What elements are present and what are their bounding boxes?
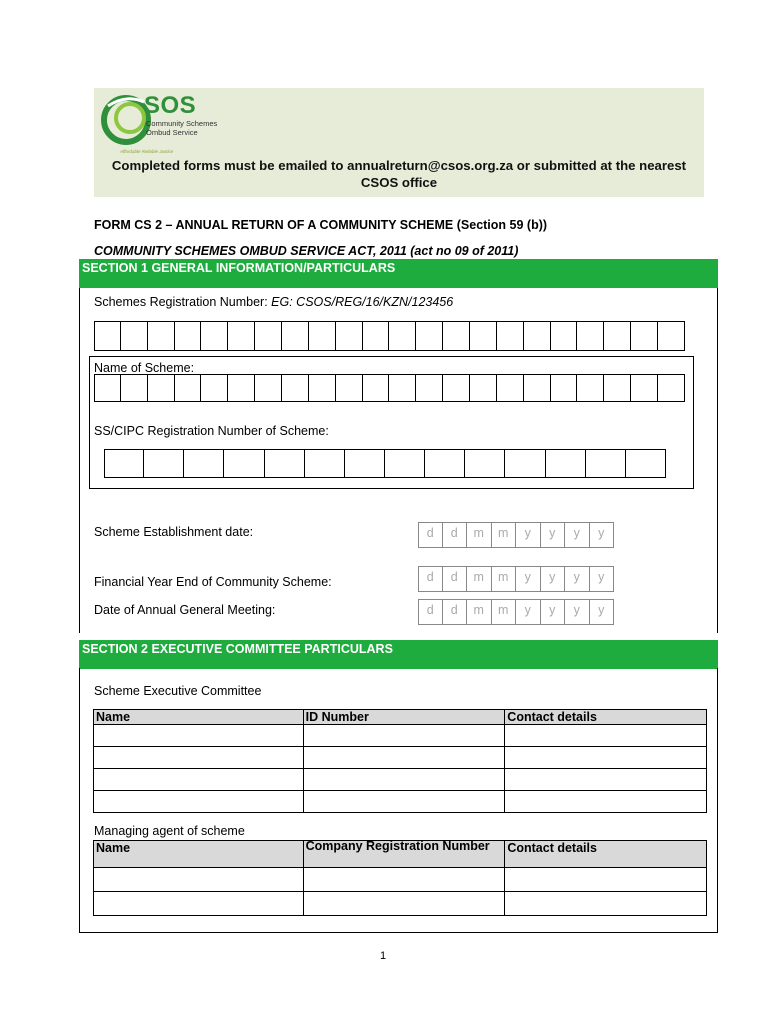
table-cell[interactable] (303, 868, 505, 892)
committee-header-row (94, 710, 707, 725)
table-cell[interactable] (94, 892, 304, 916)
committee-label: Scheme Executive Committee (94, 684, 262, 698)
registration-number-label: Schemes Registration Number: EG: CSOS/REG/16/KZN/123456 (94, 295, 454, 309)
committee-header-contact: Contact details (505, 710, 707, 725)
char-box[interactable] (148, 374, 175, 402)
table-cell[interactable] (94, 868, 304, 892)
char-box[interactable] (626, 449, 666, 478)
char-box[interactable] (363, 374, 390, 402)
char-box[interactable] (305, 449, 345, 478)
date-char-box[interactable]: y (516, 522, 541, 548)
char-box[interactable] (201, 321, 228, 351)
char-box[interactable] (385, 449, 425, 478)
financial-year-end-label: Financial Year End of Community Scheme: (94, 575, 332, 589)
char-box[interactable] (224, 449, 264, 478)
date-char-box[interactable]: y (516, 566, 541, 592)
char-box[interactable] (577, 374, 604, 402)
char-box[interactable] (121, 321, 148, 351)
act-title: COMMUNITY SCHEMES OMBUD SERVICE ACT, 2011 (act no 09 of 2011) (94, 244, 519, 258)
cipc-number-label: SS/CIPC Registration Number of Scheme: (94, 424, 329, 438)
table-row (94, 725, 707, 747)
table-cell[interactable] (303, 769, 505, 791)
char-box[interactable] (425, 449, 465, 478)
submission-notice: Completed forms must be emailed to annualreturn@csos.org.za or submitted at the nearest CSOS office (111, 158, 687, 190)
char-box[interactable] (465, 449, 505, 478)
char-box[interactable] (345, 449, 385, 478)
date-char-box[interactable]: y (590, 522, 615, 548)
agm-date-label: Date of Annual General Meeting: (94, 603, 276, 617)
committee-header-id: ID Number (303, 710, 505, 725)
char-box[interactable] (546, 449, 586, 478)
char-box[interactable] (497, 321, 524, 351)
char-box[interactable] (148, 321, 175, 351)
table-cell[interactable] (505, 892, 707, 916)
page-number: 1 (380, 950, 387, 962)
date-char-box[interactable]: m (492, 522, 517, 548)
char-box[interactable] (443, 374, 470, 402)
char-box[interactable] (144, 449, 184, 478)
logo-line-1: Community Schemes (146, 119, 218, 128)
agent-table (93, 840, 707, 916)
date-char-box[interactable]: d (418, 522, 443, 548)
date-char-box[interactable]: y (590, 566, 615, 592)
registration-number-example: EG: CSOS/REG/16/KZN/123456 (271, 295, 454, 309)
date-char-box[interactable]: d (418, 599, 443, 625)
char-box[interactable] (631, 321, 658, 351)
table-cell[interactable] (94, 769, 304, 791)
char-box[interactable] (604, 321, 631, 351)
char-box[interactable] (104, 449, 144, 478)
table-cell[interactable] (505, 791, 707, 813)
char-box[interactable] (658, 374, 685, 402)
scheme-name-label: Name of Scheme: (94, 361, 195, 375)
char-box[interactable] (443, 321, 470, 351)
char-box[interactable] (416, 321, 443, 351)
table-cell[interactable] (505, 868, 707, 892)
char-box[interactable] (658, 321, 685, 351)
date-char-box[interactable]: d (418, 566, 443, 592)
char-box[interactable] (175, 321, 202, 351)
table-row (94, 892, 707, 916)
date-char-box[interactable]: d (443, 599, 468, 625)
char-box[interactable] (524, 374, 551, 402)
char-box[interactable] (282, 321, 309, 351)
char-box[interactable] (470, 374, 497, 402)
char-box[interactable] (416, 374, 443, 402)
table-cell[interactable] (303, 892, 505, 916)
table-cell[interactable] (505, 747, 707, 769)
committee-header-name: Name (94, 710, 304, 725)
char-box[interactable] (363, 321, 390, 351)
section-1-header: SECTION 1 GENERAL INFORMATION/PARTICULARS (79, 259, 718, 288)
table-cell[interactable] (303, 725, 505, 747)
establishment-date-input[interactable] (418, 522, 614, 548)
date-char-box[interactable]: m (467, 566, 492, 592)
table-row (94, 791, 707, 813)
char-box[interactable] (184, 449, 224, 478)
char-box[interactable] (265, 449, 305, 478)
table-row (94, 747, 707, 769)
agent-header-name: Name (94, 841, 304, 868)
date-char-box[interactable]: y (565, 599, 590, 625)
committee-table (93, 709, 707, 813)
date-char-box[interactable]: m (467, 522, 492, 548)
table-cell[interactable] (94, 725, 304, 747)
char-box[interactable] (389, 321, 416, 351)
date-char-box[interactable]: m (492, 599, 517, 625)
table-cell[interactable] (303, 747, 505, 769)
char-box[interactable] (389, 374, 416, 402)
char-box[interactable] (255, 374, 282, 402)
char-box[interactable] (94, 374, 121, 402)
char-box[interactable] (497, 374, 524, 402)
char-box[interactable] (228, 321, 255, 351)
agm-date-input[interactable] (418, 599, 614, 625)
date-char-box[interactable]: y (516, 599, 541, 625)
agent-header-contact: Contact details (505, 841, 707, 868)
logo-wordmark: SOS (144, 92, 197, 119)
table-cell[interactable] (505, 769, 707, 791)
date-char-box[interactable]: m (492, 566, 517, 592)
char-box[interactable] (505, 449, 545, 478)
agent-header-company-reg: Company Registration Number (303, 841, 505, 868)
logo-tagline: Affordable Reliable Justice (120, 149, 174, 154)
date-char-box[interactable]: y (541, 522, 566, 548)
char-box[interactable] (604, 374, 631, 402)
char-box[interactable] (175, 374, 202, 402)
table-cell[interactable] (94, 747, 304, 769)
form-title: FORM CS 2 – ANNUAL RETURN OF A COMMUNITY SCHEME (Section 59 (b)) (94, 218, 548, 232)
date-char-box[interactable]: m (467, 599, 492, 625)
logo-line-2: Ombud Service (146, 128, 198, 137)
table-row (94, 868, 707, 892)
char-box[interactable] (470, 321, 497, 351)
date-char-box[interactable]: y (565, 566, 590, 592)
char-box[interactable] (586, 449, 626, 478)
char-box[interactable] (121, 374, 148, 402)
char-box[interactable] (255, 321, 282, 351)
establishment-date-label: Scheme Establishment date: (94, 525, 254, 539)
date-char-box[interactable]: d (443, 566, 468, 592)
table-cell[interactable] (94, 791, 304, 813)
date-char-box[interactable]: d (443, 522, 468, 548)
date-char-box[interactable]: y (541, 599, 566, 625)
cipc-number-input[interactable] (104, 449, 666, 478)
date-char-box[interactable]: y (541, 566, 566, 592)
date-char-box[interactable]: y (590, 599, 615, 625)
csos-logo (100, 92, 230, 154)
char-box[interactable] (551, 374, 578, 402)
char-box[interactable] (524, 321, 551, 351)
table-cell[interactable] (303, 791, 505, 813)
managing-agent-label: Managing agent of scheme (94, 824, 245, 838)
char-box[interactable] (94, 321, 121, 351)
registration-number-input[interactable] (94, 321, 685, 351)
char-box[interactable] (336, 321, 363, 351)
agent-header-row (94, 841, 707, 868)
financial-year-end-input[interactable] (418, 566, 614, 592)
char-box[interactable] (577, 321, 604, 351)
char-box[interactable] (282, 374, 309, 402)
section-2-header: SECTION 2 EXECUTIVE COMMITTEE PARTICULARS (79, 640, 718, 669)
scheme-name-input[interactable] (94, 374, 685, 402)
table-cell[interactable] (505, 725, 707, 747)
char-box[interactable] (309, 321, 336, 351)
char-box[interactable] (201, 374, 228, 402)
char-box[interactable] (309, 374, 336, 402)
char-box[interactable] (551, 321, 578, 351)
date-char-box[interactable]: y (565, 522, 590, 548)
char-box[interactable] (631, 374, 658, 402)
table-row (94, 769, 707, 791)
char-box[interactable] (228, 374, 255, 402)
char-box[interactable] (336, 374, 363, 402)
